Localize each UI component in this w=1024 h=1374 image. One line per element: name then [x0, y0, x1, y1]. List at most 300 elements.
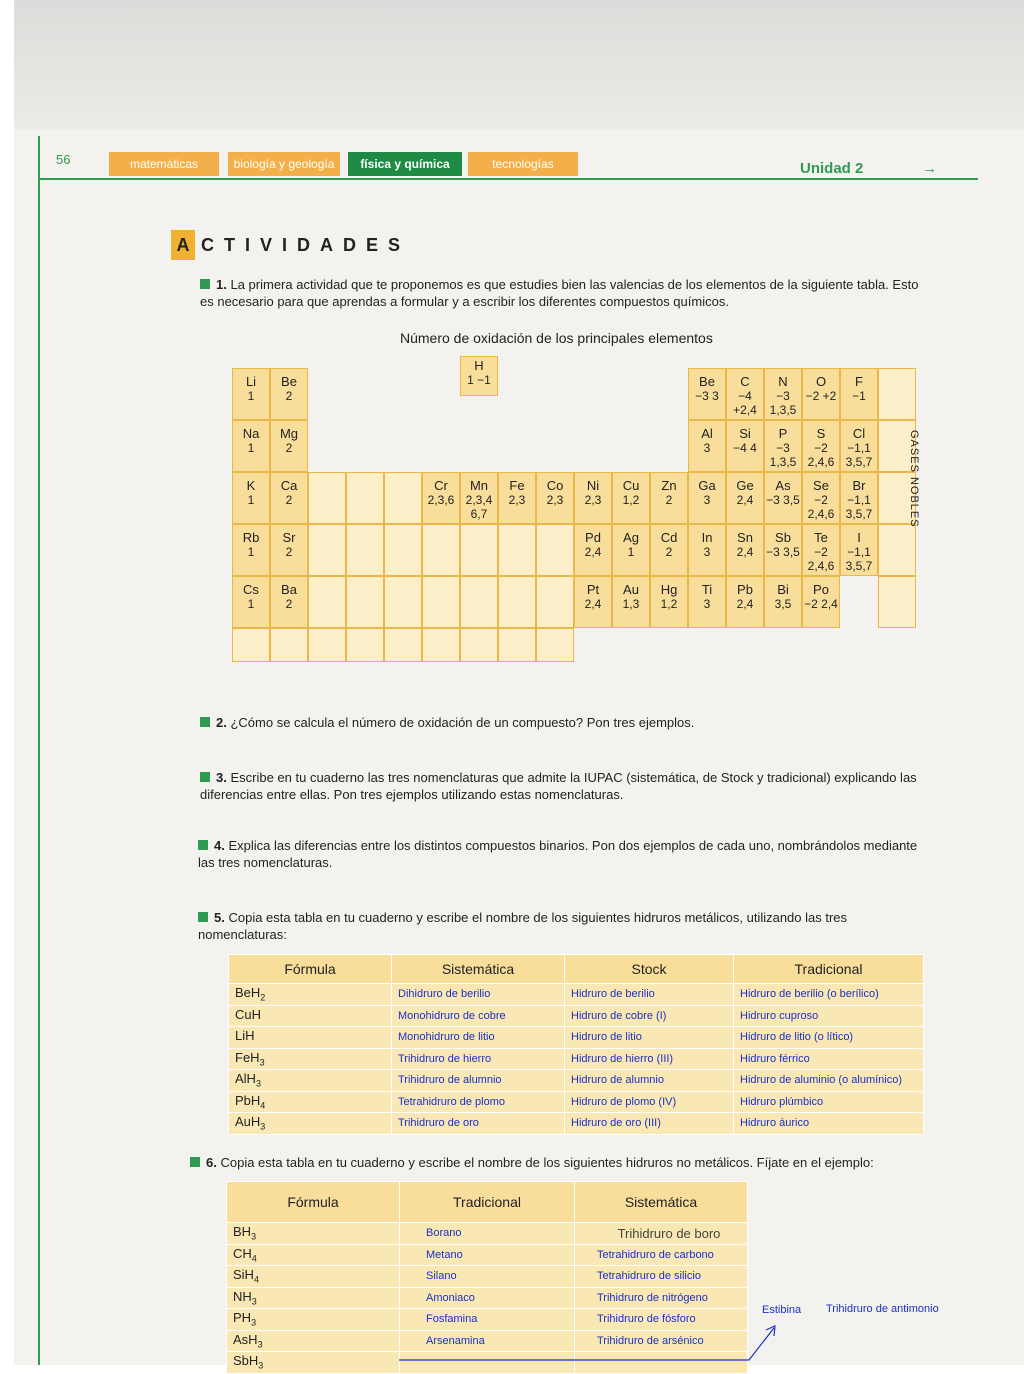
formula-cell	[229, 984, 392, 1006]
formula-cell	[229, 1070, 392, 1092]
element-cell-h	[460, 356, 498, 396]
element-oxidation-numbers: 1 −1	[467, 373, 491, 387]
element-oxidation-numbers: 1	[247, 545, 255, 559]
page-shadow	[14, 0, 1024, 130]
element-symbol: O	[815, 374, 827, 389]
table-row	[227, 1266, 748, 1288]
element-symbol: F	[855, 374, 863, 389]
col-formula: Fórmula	[229, 955, 392, 984]
table-row	[229, 1027, 924, 1049]
sistematica-cell: Trihidruro de hierro	[392, 1048, 565, 1070]
question-text: Escribe en tu cuaderno las tres nomenclaturas que admite la IUPAC (sistemática, de Stock y tradicional) explicando las diferencias entre ellas. Pon tres ejemplos utilizando estas nomenclaturas.	[200, 770, 917, 802]
element-symbol: Be	[699, 374, 715, 389]
bullet-square-icon	[190, 1157, 200, 1167]
element-oxidation-numbers: 3	[703, 545, 711, 559]
element-cell-sb	[764, 524, 802, 576]
periodic-empty-cell	[346, 576, 384, 628]
col-sistematica: Sistemática	[575, 1182, 748, 1223]
element-symbol: Mn	[469, 478, 489, 493]
formula: AlH	[235, 1071, 256, 1087]
element-symbol: Pd	[585, 530, 601, 545]
periodic-empty-cell	[384, 524, 422, 576]
element-cell-pt	[574, 576, 612, 628]
element-cell-f	[840, 368, 878, 420]
question-text: Explica las diferencias entre los distintos compuestos binarios. Pon dos ejemplos de cada uno, nombrándolos mediante las tres nomenclaturas.	[198, 838, 918, 870]
question-2	[200, 714, 935, 731]
element-oxidation-numbers: 2	[285, 545, 293, 559]
formula-cell	[229, 1048, 392, 1070]
element-symbol: Se	[813, 478, 829, 493]
bullet-square-icon	[198, 840, 208, 850]
periodic-empty-cell	[536, 576, 574, 628]
element-symbol: Cd	[660, 530, 678, 545]
element-symbol: S	[816, 426, 826, 441]
table-row	[229, 1048, 924, 1070]
element-oxidation-numbers: 2,3	[546, 493, 564, 507]
sistematica-cell: Trihidruro de nitrógeno	[575, 1287, 748, 1309]
element-oxidation-numbers: −4 4	[733, 441, 757, 455]
formula-cell	[227, 1223, 400, 1245]
element-cell-i	[840, 524, 878, 576]
element-oxidation-numbers: 1	[247, 441, 255, 455]
col-tradicional: Tradicional	[734, 955, 924, 984]
table-row	[229, 1070, 924, 1092]
question-number: 2.	[216, 715, 227, 730]
periodic-empty-cell	[536, 524, 574, 576]
noble-gases-label: GASES NOBLES	[908, 430, 920, 528]
element-oxidation-numbers: 2,4	[736, 597, 754, 611]
element-symbol: Cr	[434, 478, 448, 493]
element-cell-br	[840, 472, 878, 524]
formula-cell	[227, 1244, 400, 1266]
formula: SbH	[233, 1353, 259, 1369]
question-text: Copia esta tabla en tu cuaderno y escribe el nombre de los siguientes hidruros no metálicos. Fíjate en el ejemplo:	[220, 1155, 874, 1170]
element-oxidation-numbers: 1	[247, 493, 255, 507]
tradicional-cell: Hidruro férrico	[734, 1048, 924, 1070]
element-oxidation-numbers: −4 +2,4	[733, 389, 757, 417]
element-oxidation-numbers: 2,4	[736, 545, 754, 559]
element-symbol: Sr	[282, 530, 296, 545]
sistematica-cell: Tetrahidruro de silicio	[575, 1266, 748, 1288]
section-title	[171, 230, 410, 260]
element-symbol: In	[701, 530, 713, 545]
formula-subscript: 3	[251, 1232, 257, 1243]
bullet-square-icon	[200, 279, 210, 289]
element-symbol: Si	[739, 426, 751, 441]
stock-cell: Hidruro de berilio	[565, 984, 734, 1006]
periodic-empty-cell	[878, 524, 916, 576]
tradicional-cell: Amoniaco	[400, 1287, 575, 1309]
element-cell-ni	[574, 472, 612, 524]
periodic-empty-cell	[422, 524, 460, 576]
element-oxidation-numbers: 2,3,6	[427, 493, 455, 507]
sistematica-cell: Trihidruro de arsénico	[575, 1330, 748, 1352]
element-oxidation-numbers: 2	[285, 597, 293, 611]
tradicional-cell: Hidruro de aluminio (o alumínico)	[734, 1070, 924, 1092]
periodic-empty-cell	[460, 576, 498, 628]
element-cell-cl	[840, 420, 878, 472]
element-symbol: Cs	[243, 582, 259, 597]
tradicional-cell: Hidruro de berilio (o berílico)	[734, 984, 924, 1006]
arrow-right-icon: →	[922, 160, 937, 177]
periodic-empty-cell	[422, 576, 460, 628]
periodic-empty-cell	[498, 628, 536, 662]
periodic-empty-cell	[346, 524, 384, 576]
formula: BeH	[235, 985, 261, 1001]
table-row	[227, 1244, 748, 1266]
element-oxidation-numbers: −1,1 3,5,7	[845, 441, 873, 469]
sistematica-cell: Trihidruro de oro	[392, 1113, 565, 1135]
question-text: Copia esta tabla en tu cuaderno y escribe el nombre de los siguientes hidruros metálicos, utilizando las tres nomenclaturas:	[198, 910, 848, 942]
formula: CH	[233, 1245, 252, 1261]
sistematica-cell: Tetrahidruro de carbono	[575, 1244, 748, 1266]
element-cell-be	[688, 368, 726, 420]
page-number: 56	[56, 152, 71, 167]
element-oxidation-numbers: −1,1 3,5,7	[845, 545, 873, 573]
element-oxidation-numbers: 2,4	[736, 493, 754, 507]
question-5	[198, 909, 933, 943]
formula: AuH	[235, 1114, 261, 1130]
formula-cell	[227, 1287, 400, 1309]
formula-subscript: 3	[251, 1318, 257, 1329]
element-oxidation-numbers: 1	[247, 597, 255, 611]
element-cell-cu	[612, 472, 650, 524]
element-oxidation-numbers: −3 1,3,5	[769, 441, 797, 469]
element-cell-si	[726, 420, 764, 472]
periodic-empty-cell	[308, 472, 346, 524]
tradicional-cell: Hidruro áurico	[734, 1113, 924, 1135]
table-row	[229, 1005, 924, 1027]
bullet-square-icon	[198, 912, 208, 922]
element-cell-zn	[650, 472, 688, 524]
formula-subscript: 3	[258, 1361, 264, 1372]
formula-subscript: 2	[260, 993, 266, 1004]
element-cell-bi	[764, 576, 802, 628]
element-cell-te	[802, 524, 840, 576]
periodic-empty-cell	[384, 628, 422, 662]
element-oxidation-numbers: 1,2	[622, 493, 640, 507]
element-symbol: Bi	[777, 582, 789, 597]
table-row	[229, 1091, 924, 1113]
element-cell-ga	[688, 472, 726, 524]
bullet-square-icon	[200, 772, 210, 782]
question-number: 1.	[216, 277, 227, 292]
periodic-empty-cell	[422, 628, 460, 662]
formula: CuH	[235, 1006, 262, 1022]
formula-subscript: 4	[260, 1100, 266, 1111]
formula-cell	[229, 1113, 392, 1135]
element-symbol: C	[740, 374, 750, 389]
bullet-square-icon	[200, 717, 210, 727]
element-symbol: Na	[242, 426, 260, 441]
stock-cell: Hidruro de oro (III)	[565, 1113, 734, 1135]
periodic-empty-cell	[346, 628, 384, 662]
element-symbol: Li	[245, 374, 257, 389]
col-tradicional: Tradicional	[400, 1182, 575, 1223]
periodic-empty-cell	[878, 576, 916, 628]
element-cell-au	[612, 576, 650, 628]
tradicional-cell: Hidruro cuproso	[734, 1005, 924, 1027]
element-cell-c	[726, 368, 764, 420]
tradicional-cell: Fosfamina	[400, 1309, 575, 1331]
periodic-empty-cell	[270, 628, 308, 662]
formula-cell	[229, 1005, 392, 1027]
stock-cell: Hidruro de cobre (I)	[565, 1005, 734, 1027]
formula: PbH	[235, 1092, 261, 1108]
tab-matematicas: matemáticas	[109, 152, 219, 176]
element-symbol: N	[778, 374, 788, 389]
periodic-empty-cell	[232, 628, 270, 662]
formula: AsH	[233, 1331, 258, 1347]
element-symbol: Al	[701, 426, 713, 441]
element-symbol: Au	[623, 582, 639, 597]
formula: LiH	[235, 1028, 255, 1044]
element-symbol: Rb	[242, 530, 260, 545]
periodic-empty-cell	[460, 524, 498, 576]
element-cell-be	[270, 368, 308, 420]
formula-cell	[227, 1352, 400, 1374]
annotation-arrow-icon	[394, 1320, 794, 1365]
formula: SiH	[233, 1267, 254, 1283]
formula-cell	[229, 1027, 392, 1049]
question-number: 4.	[214, 838, 225, 853]
element-symbol: P	[778, 426, 788, 441]
element-symbol: Cl	[852, 426, 866, 441]
table-header-row	[229, 955, 924, 984]
element-symbol: Sn	[737, 530, 753, 545]
tradicional-cell: Borano	[400, 1223, 575, 1245]
tab-fisica-quimica: física y química	[348, 152, 462, 176]
formula-subscript: 3	[257, 1339, 263, 1350]
tab-tecnologias: tecnologías	[468, 152, 578, 176]
page-border-left	[38, 136, 40, 1365]
element-cell-li	[232, 368, 270, 420]
element-oxidation-numbers: −1	[852, 389, 866, 403]
formula: NH	[233, 1288, 252, 1304]
element-symbol: Ni	[586, 478, 600, 493]
element-oxidation-numbers: −3 3	[695, 389, 719, 403]
question-number: 3.	[216, 770, 227, 785]
element-oxidation-numbers: −2 2,4,6	[807, 493, 835, 521]
element-symbol: H	[474, 358, 484, 373]
element-symbol: Be	[281, 374, 297, 389]
element-symbol: I	[857, 530, 861, 545]
element-symbol: Te	[814, 530, 828, 545]
element-cell-hg	[650, 576, 688, 628]
section-title-initial: A	[171, 230, 195, 260]
element-symbol: Br	[852, 478, 866, 493]
periodic-empty-cell	[346, 472, 384, 524]
element-oxidation-numbers: 1,2	[660, 597, 678, 611]
element-symbol: Pt	[586, 582, 600, 597]
table-row	[227, 1223, 748, 1245]
sistematica-cell: Trihidruro de boro	[575, 1223, 748, 1245]
sistematica-cell: Dihidruro de berilio	[392, 984, 565, 1006]
periodic-empty-cell	[308, 628, 346, 662]
element-oxidation-numbers: −3 3,5	[766, 493, 800, 507]
element-cell-mg	[270, 420, 308, 472]
formula-subscript: 3	[255, 1079, 261, 1090]
element-cell-se	[802, 472, 840, 524]
formula-subscript: 3	[251, 1296, 257, 1307]
element-cell-cd	[650, 524, 688, 576]
element-cell-ge	[726, 472, 764, 524]
element-cell-al	[688, 420, 726, 472]
element-oxidation-numbers: 2,3	[508, 493, 526, 507]
element-symbol: Ge	[736, 478, 754, 493]
element-symbol: Mg	[279, 426, 299, 441]
stock-cell: Hidruro de litio	[565, 1027, 734, 1049]
element-oxidation-numbers: 2,3,4 6,7	[465, 493, 493, 521]
section-title-rest: CTIVIDADES	[201, 234, 411, 255]
element-oxidation-numbers: −2 2,4	[804, 597, 838, 611]
element-cell-o	[802, 368, 840, 420]
element-cell-fe	[498, 472, 536, 524]
element-oxidation-numbers: −3 1,3,5	[769, 389, 797, 417]
element-symbol: Cu	[622, 478, 640, 493]
handwritten-sis-annotation: Trihidruro de antimonio	[826, 1303, 939, 1315]
sistematica-cell: Monohidruro de litio	[392, 1027, 565, 1049]
element-cell-mn	[460, 472, 498, 524]
question-text: ¿Cómo se calcula el número de oxidación de un compuesto? Pon tres ejemplos.	[230, 715, 695, 730]
col-sistematica: Sistemática	[392, 955, 565, 984]
formula-cell	[227, 1309, 400, 1331]
table-row	[229, 984, 924, 1006]
element-oxidation-numbers: 2,3	[584, 493, 602, 507]
formula-subscript: 3	[259, 1057, 265, 1068]
stock-cell: Hidruro de hierro (III)	[565, 1048, 734, 1070]
col-formula: Fórmula	[227, 1182, 400, 1223]
periodic-empty-cell	[498, 576, 536, 628]
question-3	[200, 769, 935, 803]
page-border-top	[38, 178, 978, 180]
tradicional-cell: Hidruro plúmbico	[734, 1091, 924, 1113]
formula: FeH	[235, 1049, 260, 1065]
element-oxidation-numbers: 2	[285, 441, 293, 455]
element-symbol: As	[775, 478, 791, 493]
formula-subscript: 4	[251, 1253, 257, 1264]
element-cell-k	[232, 472, 270, 524]
table-row	[229, 1113, 924, 1135]
handwritten-trad-annotation: Estibina	[762, 1304, 802, 1316]
periodic-table-title: Número de oxidación de los principales elementos	[400, 330, 713, 346]
element-cell-cr	[422, 472, 460, 524]
element-symbol: Co	[546, 478, 564, 493]
element-symbol: Ba	[281, 582, 297, 597]
element-oxidation-numbers: 2	[665, 545, 673, 559]
element-symbol: Zn	[661, 478, 677, 493]
element-cell-sr	[270, 524, 308, 576]
sistematica-cell: Trihidruro de fósforo	[575, 1309, 748, 1331]
element-symbol: Fe	[509, 478, 525, 493]
element-oxidation-numbers: −2 2,4,6	[807, 545, 835, 573]
table-header-row	[227, 1182, 748, 1223]
element-cell-po	[802, 576, 840, 628]
sistematica-cell: Monohidruro de cobre	[392, 1005, 565, 1027]
formula-cell	[227, 1266, 400, 1288]
sistematica-cell: Tetrahidruro de plomo	[392, 1091, 565, 1113]
element-cell-ca	[270, 472, 308, 524]
element-symbol: Po	[813, 582, 829, 597]
element-cell-sn	[726, 524, 764, 576]
question-1	[200, 276, 935, 310]
question-text: La primera actividad que te proponemos es que estudies bien las valencias de los elementos de la siguiente tabla. Esto es necesario para que aprendas a formular y a escribir los diferentes compuestos químicos.	[200, 277, 919, 309]
formula: PH	[233, 1310, 252, 1326]
book-page	[14, 0, 1024, 1372]
element-symbol: Ag	[623, 530, 639, 545]
stock-cell: Hidruro de alumnio	[565, 1070, 734, 1092]
periodic-empty-cell	[384, 576, 422, 628]
element-oxidation-numbers: 2,4	[584, 545, 602, 559]
element-cell-p	[764, 420, 802, 472]
question-4	[198, 837, 933, 871]
element-symbol: Ga	[698, 478, 716, 493]
formula-subscript: 4	[253, 1275, 259, 1286]
element-cell-ba	[270, 576, 308, 628]
tradicional-cell: Arsenamina	[400, 1330, 575, 1352]
periodic-empty-cell	[498, 524, 536, 576]
element-oxidation-numbers: 1	[627, 545, 635, 559]
element-symbol: Ti	[701, 582, 713, 597]
tab-biologia: biología y geología	[228, 152, 340, 176]
periodic-empty-cell	[308, 524, 346, 576]
element-cell-rb	[232, 524, 270, 576]
element-oxidation-numbers: 2	[665, 493, 673, 507]
tradicional-cell: Silano	[400, 1266, 575, 1288]
element-oxidation-numbers: −3 3,5	[766, 545, 800, 559]
element-cell-s	[802, 420, 840, 472]
element-symbol: Pb	[737, 582, 753, 597]
sistematica-cell: Trihidruro de alumnio	[392, 1070, 565, 1092]
element-cell-co	[536, 472, 574, 524]
element-oxidation-numbers: 2	[285, 389, 293, 403]
element-oxidation-numbers: 3,5	[774, 597, 792, 611]
element-oxidation-numbers: 3	[703, 441, 711, 455]
formula-cell	[229, 1091, 392, 1113]
element-oxidation-numbers: 1,3	[622, 597, 640, 611]
element-oxidation-numbers: 1	[247, 389, 255, 403]
element-symbol: Ca	[280, 478, 298, 493]
question-number: 5.	[214, 910, 225, 925]
table-metal-hydrides	[228, 954, 924, 1135]
element-oxidation-numbers: 3	[703, 493, 711, 507]
element-cell-pd	[574, 524, 612, 576]
question-6	[190, 1154, 930, 1171]
periodic-empty-cell	[460, 628, 498, 662]
element-symbol: K	[246, 478, 256, 493]
element-cell-cs	[232, 576, 270, 628]
element-cell-ti	[688, 576, 726, 628]
table-row	[227, 1287, 748, 1309]
element-cell-pb	[726, 576, 764, 628]
stock-cell: Hidruro de plomo (IV)	[565, 1091, 734, 1113]
element-cell-n	[764, 368, 802, 420]
formula-cell	[227, 1330, 400, 1352]
element-oxidation-numbers: 2	[285, 493, 293, 507]
question-number: 6.	[206, 1155, 217, 1170]
element-symbol: Hg	[660, 582, 678, 597]
tradicional-cell: Hidruro de litio (o lítico)	[734, 1027, 924, 1049]
element-oxidation-numbers: 3	[703, 597, 711, 611]
element-oxidation-numbers: −1,1 3,5,7	[845, 493, 873, 521]
element-oxidation-numbers: −2 +2	[805, 389, 837, 403]
element-symbol: Sb	[775, 530, 791, 545]
periodic-empty-cell	[536, 628, 574, 662]
unit-title: Unidad 2	[800, 160, 864, 177]
element-cell-na	[232, 420, 270, 472]
periodic-empty-cell	[308, 576, 346, 628]
element-cell-ag	[612, 524, 650, 576]
